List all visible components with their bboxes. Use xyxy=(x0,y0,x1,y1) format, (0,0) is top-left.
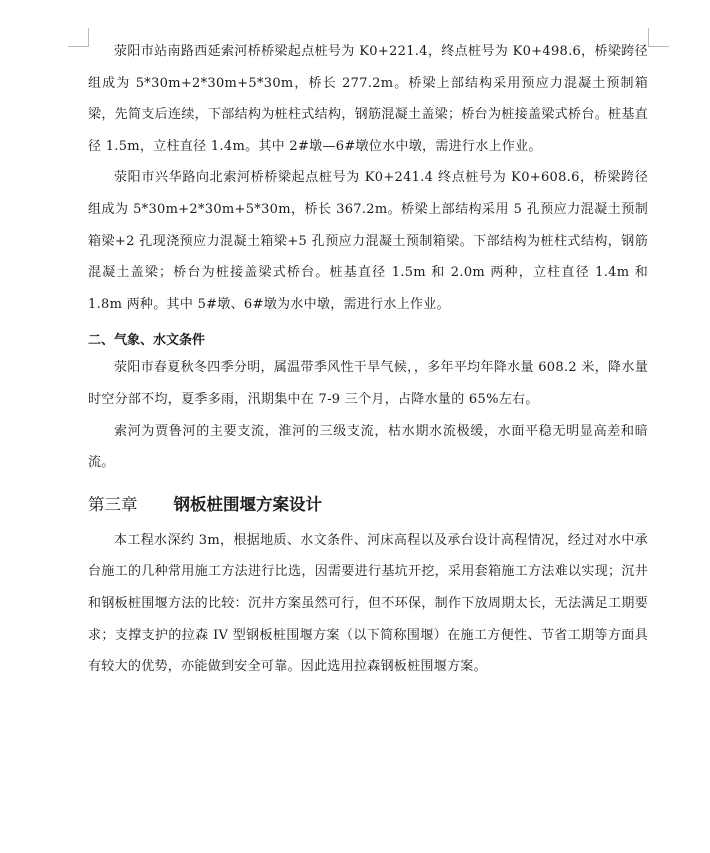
chapter-heading xyxy=(88,493,648,517)
chapter-number: 第三章 xyxy=(88,494,138,514)
margin-corner-top-right xyxy=(648,28,669,47)
paragraph-river: 索河为贾鲁河的主要支流，淮河的三级支流，枯水期水流极缓，水面平稳无明显高差和暗流。 xyxy=(88,423,648,471)
chapter-title: 钢板桩围堰方案设计 xyxy=(173,494,322,514)
section-heading-weather-hydrology: 二、气象、水文条件 xyxy=(88,333,206,349)
paragraph-bridge-2: 荥阳市兴华路向北索河桥桥梁起点桩号为 K0+241.4 终点桩号为 K0+608.6，桥梁跨径组成为 5*30m+2*30m+5*30m，桥长 367.2m。桥梁上部结构采用 5 孔预应力混凝土预制箱梁+2 孔现浇预应力混凝土箱梁+5 孔预应力混凝土预制箱梁。下部结构为桩柱式结构，钢筋混凝土盖梁；桥台为桩接盖梁式桥台。桩基直径 1.5m 和 2.0m 两种，立柱直径 1.4m 和 1.8m 两种。其中 5#墩、6#墩为水中墩，需进行水上作业。 xyxy=(88,170,648,312)
document-body xyxy=(88,36,648,683)
paragraph-climate: 荥阳市春夏秋冬四季分明，属温带季风性干旱气候，，多年平均年降水量 608.2 米，降水量时空分部不均，夏季多雨，汛期集中在 7-9 三个月，占降水量的 65%左右。 xyxy=(88,360,648,407)
paragraph-scheme: 本工程水深约 3m，根据地质、水文条件、河床高程以及承台设计高程情况，经过对水中承台施工的几种常用施工方法进行比选，因需要进行基坑开挖，采用套箱施工方法难以实现；沉井和钢板桩围堰方法的比较：沉井方案虽然可行，但不环保，制作下放周期太长，无法满足工期要求；支撑支护的拉森 IV 型钢板桩围堰方案（以下简称围堰）在施工方便性、节省工期等方面具有较大的优势，亦能做到安全可靠。因此选用拉森钢板桩围堰方案。 xyxy=(88,532,648,675)
paragraph-bridge-1: 荥阳市站南路西延索河桥桥梁起点桩号为 K0+221.4，终点桩号为 K0+498.6，桥梁跨径组成为 5*30m+2*30m+5*30m，桥长 277.2m。桥梁上部结构采用预应力混凝土预制箱梁，先简支后连续，下部结构为桩柱式结构，钢筋混凝土盖梁；桥台为桩接盖梁式桥台。桩基直径 1.5m，立柱直径 1.4m。其中 2#墩—6#墩位水中墩，需进行水上作业。 xyxy=(88,44,648,154)
margin-corner-top-left xyxy=(68,28,89,47)
